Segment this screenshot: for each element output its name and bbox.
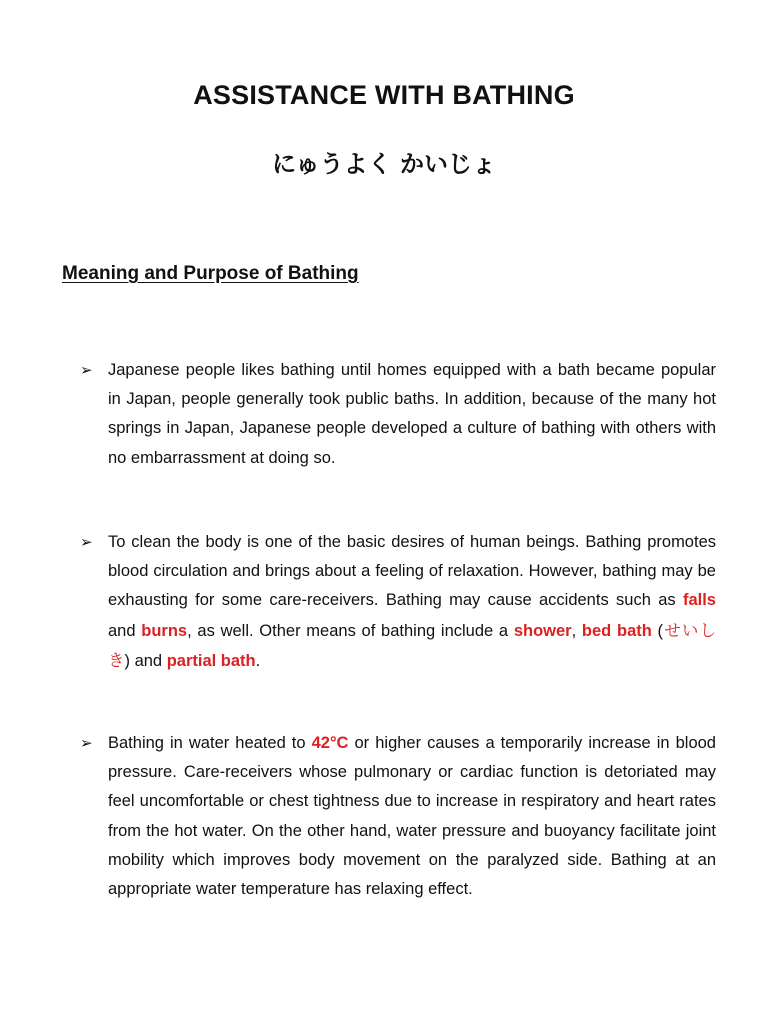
text-run: To clean the body is one of the basic desires of human beings. Bathing promotes blood circulation and brings about a feeling of relaxation. However, bathing may be exhausting for some care-receivers. Bathing may cause accidents such as [108,533,716,610]
highlight-temperature: 42°C [311,734,349,752]
highlight-partial-bath: partial bath [166,651,256,670]
highlight-seishiki: せいしき [108,620,716,670]
section-heading: Meaning and Purpose of Bathing [62,263,359,284]
text-run: ) and [124,651,167,670]
bullet-text [108,729,716,904]
arrow-bullet-icon: ➢ [80,533,93,551]
highlight-falls: falls [682,591,716,610]
text-run: , [571,621,582,640]
page-title: ASSISTANCE WITH BATHING [193,80,575,110]
bullet-text: Japanese people likes bathing until homes equipped with a bath became popular in Japan, people generally took public baths. In addition, because of the many hot springs in Japan, Japanese people developed a culture of bathing with others with no embarrassment at doing so. [108,361,716,467]
bullet-text [108,528,716,676]
text-run: . [255,651,261,670]
text-run: or higher causes a temporarily increase in blood pressure. Care-receivers whose pulmonary or cardiac function is detoriated may feel uncomfortable or chest tightness due to increase in respiratory and heart rates from the hot water. On the other hand, water pressure and buoyancy facilitate joint mobility which improves body movement on the paralyzed side. Bathing at an appropriate water temperature has relaxing effect. [108,734,716,899]
text-run: , as well. Other means of bathing include a [187,621,514,640]
highlight-bed-bath: bed bath [581,621,652,640]
text-run: ( [651,621,664,640]
text-run: Bathing in water heated to [108,734,312,752]
japanese-subtitle: にゅうよく かいじょ [272,150,496,178]
highlight-burns: burns [141,621,188,640]
bullet-item [80,356,716,473]
bullet-item [80,729,716,904]
text-run: and [108,621,142,640]
highlight-shower: shower [513,621,572,640]
arrow-bullet-icon: ➢ [80,361,93,379]
arrow-bullet-icon: ➢ [80,734,93,752]
bullet-item [80,528,716,676]
